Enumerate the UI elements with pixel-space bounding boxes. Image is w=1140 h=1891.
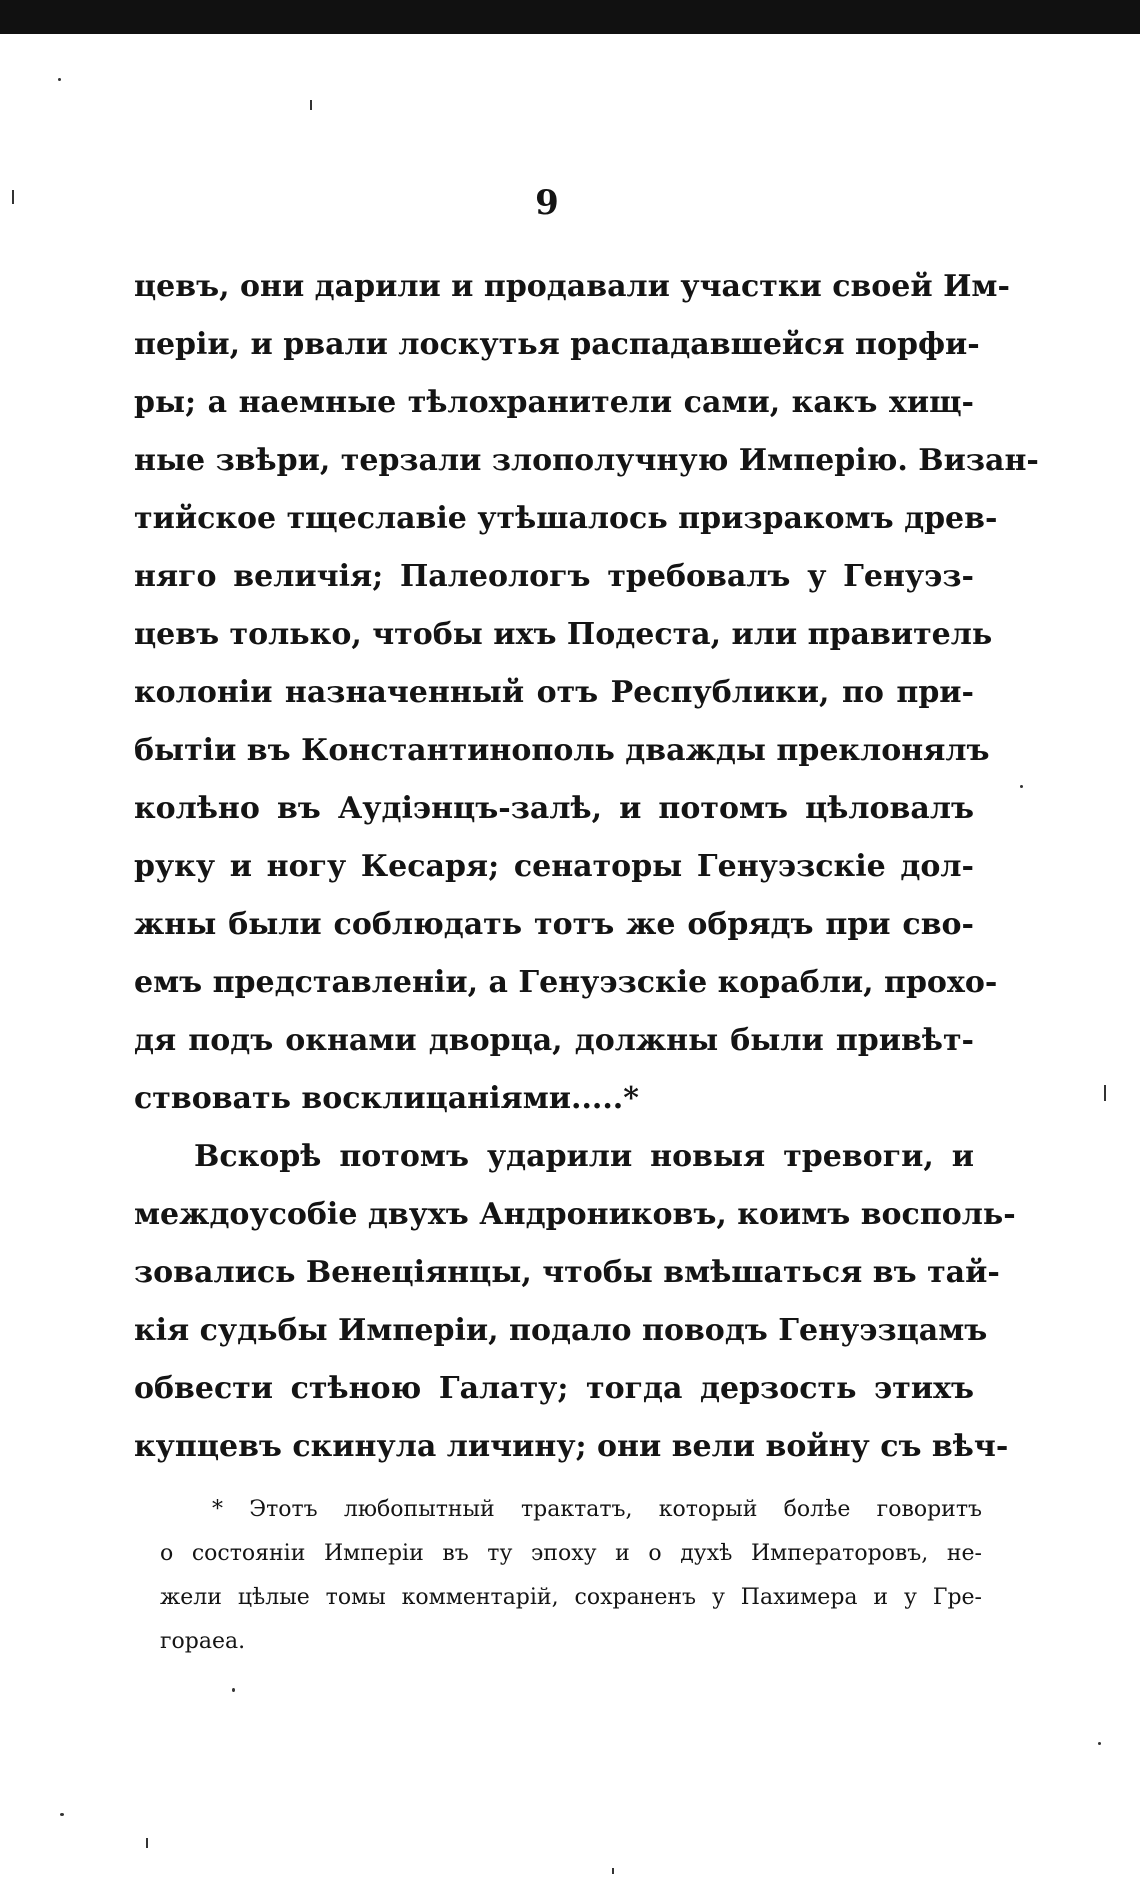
text-line: бытiи въ Константинополь дважды преклонялъ	[134, 733, 990, 768]
scan-speck	[58, 78, 61, 81]
main-text	[134, 258, 1039, 1476]
scan-speck	[232, 1688, 235, 1692]
page-top-edge	[0, 0, 1140, 34]
footnote-line: * Этотъ любопытный трактатъ, который болѣе говоритъ	[212, 1497, 982, 1522]
text-line: дя подъ окнами дворца, должны были привѣт-	[134, 1023, 974, 1058]
text-line: цевъ, они дарили и продавали участки своей Им-	[134, 269, 1010, 304]
scan-speck	[12, 190, 14, 204]
text-line: няго величiя; Палеологъ требовалъ у Генуэз-	[134, 559, 974, 594]
text-line: тийское тщеславiе утѣшалось призракомъ древ-	[134, 501, 998, 536]
text-line: перiи, и рвали лоскутья распадавшейся порфи-	[134, 327, 980, 362]
scan-speck	[1020, 785, 1023, 788]
text-line: ры; а наемные тѣлохранители сами, какъ хищ-	[134, 385, 974, 420]
text-line: междоусобiе двухъ Андрониковъ, коимъ восполь-	[134, 1197, 1016, 1232]
text-line: ные звѣри, терзали злополучную Имперiю. Визан-	[134, 443, 1039, 478]
text-line: Вскорѣ потомъ ударили новыя тревоги, и	[194, 1139, 974, 1174]
scan-speck	[612, 1868, 614, 1874]
scan-speck	[310, 100, 312, 110]
page-number: 9	[535, 183, 559, 223]
text-line: жны были соблюдать тотъ же обрядъ при сво-	[134, 907, 974, 942]
text-line: ствовать восклицанiями.....*	[134, 1081, 639, 1116]
text-line: колонiи назначенный отъ Республики, по при-	[134, 675, 974, 710]
text-line: руку и ногу Кесаря; сенаторы Генуэзскiе дол-	[134, 849, 974, 884]
scan-speck	[1104, 1085, 1106, 1101]
text-line: емъ представленiи, а Генуэзскiе корабли, прохо-	[134, 965, 998, 1000]
scan-speck	[60, 1813, 64, 1816]
footnote	[160, 1488, 982, 1664]
footnote-line: горaea.	[160, 1629, 246, 1654]
text-line: купцевъ скинула личину; они вели войну съ вѣч-	[134, 1429, 1009, 1464]
scan-speck	[1098, 1742, 1101, 1745]
footnote-line: жели цѣлые томы комментарiй, сохраненъ у Пахимера и у Гре-	[160, 1585, 982, 1610]
text-line: обвести стѣною Галату; тогда дерзость этихъ	[134, 1371, 974, 1406]
scan-speck	[146, 1838, 148, 1848]
text-line: цевъ только, чтобы ихъ Подеста, или правитель	[134, 617, 993, 652]
text-line: зовались Венецiянцы, чтобы вмѣшаться въ тай-	[134, 1255, 1000, 1290]
text-line: кiя судьбы Имперiи, подало поводъ Генуэзцамъ	[134, 1313, 988, 1348]
text-line: колѣно въ Аудiэнцъ-залѣ, и потомъ цѣловалъ	[134, 791, 974, 826]
footnote-line: о состоянiи Имперiи въ ту эпоху и о духѣ Императоровъ, не-	[160, 1541, 982, 1566]
